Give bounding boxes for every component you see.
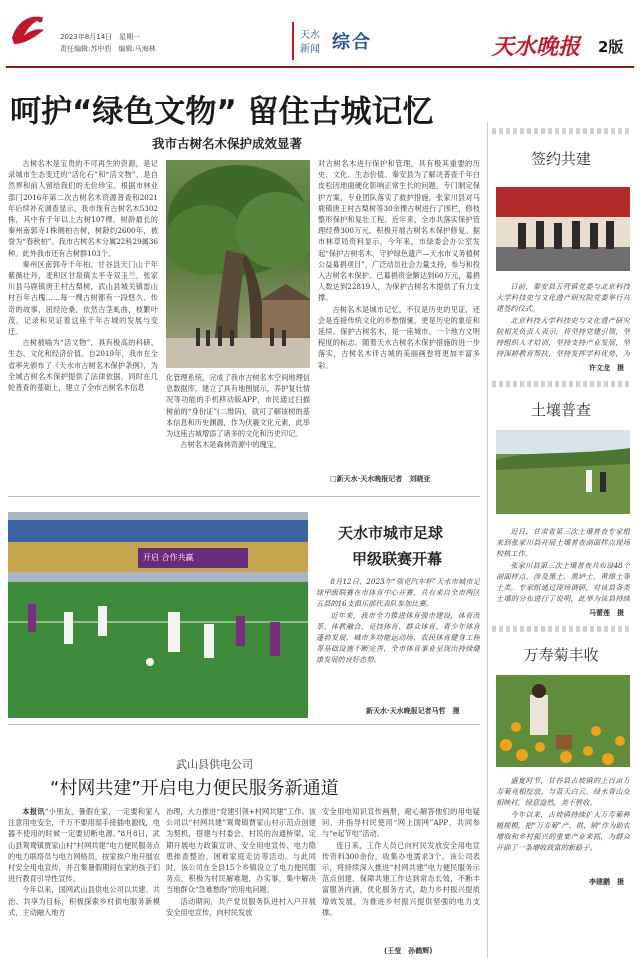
power-kicker: 武山县供电公司 bbox=[176, 758, 253, 771]
section-news: 新闻 bbox=[300, 44, 320, 55]
power-headline: “村网共建”开启电力便民服务新通道 bbox=[50, 778, 339, 799]
main-subheadline: 我市古树名木保护成效显著 bbox=[152, 136, 303, 151]
masthead bbox=[0, 0, 640, 68]
football-headline-1: 天水市城市足球 bbox=[338, 524, 444, 542]
paper-name: 天水晚报 bbox=[492, 34, 581, 60]
power-col3-p2: 连日来，工作人员已向村民发放安全用电宣传资料300余份，收集办电需求3个。该公司表示，将持续深入推进“村网共建”电力便民服务示范点创建，保障共建工作达到常态长效，不断丰富服务内涵，优化服务方式，助力乡村振兴提质增效发展，为推进乡村振兴提供坚强的电力支撑。 bbox=[322, 840, 480, 917]
sidebar-text-1b: 北京科技大学科技史与文化遗产研究院相关负责人表示，将坚持党建引领，坚持组织人才培训，坚持支持产业发展，坚持深耕教育帮扶，坚持发挥学科优势，为 bbox=[496, 315, 630, 359]
football-p1: 8月12日，2023年“领克汽车杯”天水市城市足球甲级联赛在市体育中心开赛，共有来自全市两区五县的16支俱乐部代表队参加比赛。 bbox=[316, 577, 480, 609]
masthead-rule bbox=[6, 66, 634, 68]
football-byline: 新天水·天水晚报记者马哲 摄 bbox=[366, 707, 460, 715]
power-lead: 本报讯 bbox=[22, 807, 45, 816]
power-col2-p2: 活动期间，共产党员服务队进村入户开展安全用电宣传，向村民发放 bbox=[166, 896, 316, 917]
marigold-photo bbox=[496, 675, 630, 767]
football-p2: 近年来，我市全力推进体育强市建设，体育改革、体教融合、竞技体育、群众体育、青少年体育蓬勃发展，城市多功能运动场、农民体育健身工程等基础设施不断完善，全市体育事业呈现出持续健康发展的良好态势。 bbox=[316, 610, 480, 665]
editor-line: 责任编辑:苏中豹 编辑:马海林 bbox=[60, 45, 156, 53]
football-body bbox=[316, 576, 480, 704]
sidebar-text-3a: 盛夏时节，甘谷县古坡镇的上百亩万寿菊竞相绽放，与蓝天白云、绿水青山交相映衬，绿意盎然，美不胜收。 bbox=[496, 776, 630, 808]
soil-photo bbox=[496, 430, 630, 514]
main-col1-p1: 古树名木是宝贵的不可再生的资源，是记录城市生态变迁的“活化石”和“活文物”，是自然界和前人留给我们的无价珍宝。根据市林业部门2016年第二次古树名木资源普查和2021年后续补充调查显示，我市现有古树名木5302株，其中有千年以上古树107棵，树龄最长的秦州南郭寺1株侧柏古树，树龄约2600年，被誉为“春秋柏”。我市古树名木分属22科29属36种。此外我市还有古树群103个。 bbox=[8, 159, 158, 258]
football-photo bbox=[8, 512, 308, 718]
sidebar-byline-1: 许文龙 摄 bbox=[589, 364, 624, 372]
power-col2-p1: 治理，大力推进“党建引领+村网共建”工作。该公司以“村网共建”鸳鸯镇贾家山村示范点创建为契机，搭建与村委会、村民的沟通桥梁，定期开展电力政策宣讲、安全用电宣传、电力隐患排查整治、困难家庭走访等活动。与此同时，该公司在全县15个乡镇设立了电力便民服务点，积极为村民解难题，办实事，集中解决当地群众“急难愁盼”的用电问题。 bbox=[166, 807, 316, 895]
sidebar-text-2a: 近日，甘肃省第三次土壤普查专家组来到张家川县开展土壤普查剖面样点现场校核工作。 bbox=[496, 527, 630, 559]
sidebar-text-3b: 今年以来，古坡镇持续扩大万寿菊种植规模，把“万寿菊”产、供、销“作为助农增收和乡村振兴的重要产业来抓，为群众开辟了一条增收致富的新路子。 bbox=[496, 809, 630, 853]
main-col1-p3: 古树被喻为“活文物”，具有极高的科研、生态、文化和经济价值。自2019年，我市在全省率先颁布了《天水市古树名木保护条例》，为全城古树名木保护提供了法律依据，同时在几轮普查的基础上，建立了全市古树名木信息 bbox=[8, 338, 158, 393]
section-city: 天水 bbox=[300, 30, 320, 41]
power-col1-p1 bbox=[8, 806, 160, 884]
main-col3-p1: 对古树名木进行保护和管理，具有极其重要的历史、文化、生态价值。秦安县为了解决普查千年白皮松因地面硬化影响正常生长的问题，专门制定保护方案，专业团队落实了救护措施。张家川县对马鹿镇唐王村古梨树等30余棵古树进行了围栏，修枝整形保护和复壮工程。近年来，全市共落实保护管理经费300万元，积极开展古树名木保护修复。据市林草局资料显示，今年来，市绿委会办公室发起“保护古树名木，守护绿色遗产—天水市义务植树公益募捐项目”，广泛动员社会力量支持，参与和投入古树名木保护。已募捐资金额达到60万元，募捐人数达到22819人，为保护古树名木提供了有力支撑。 bbox=[318, 159, 480, 303]
section-badge bbox=[292, 22, 378, 60]
sidebar-text-3 bbox=[496, 775, 630, 875]
section-divider-2 bbox=[8, 724, 480, 725]
power-col1-p1-text: “小朋友，暑假在家，一定要和家人注意用电安全，千万不要用湿手接插电源线，电器不使用的时候一定要切断电源。”8月8日，武山县鸳鸯镇贾家山村“村网共建”电力便民服务点的电力联络员与电力网格员，按家挨户地开展农村安全用电宣传，并召集暑假期间在家的孩子们进行教育引导性宣传。 bbox=[8, 807, 160, 884]
power-col3 bbox=[322, 806, 480, 946]
main-byline: □新天水·天水晚报记者 刘晓亚 bbox=[330, 475, 431, 483]
power-byline: (王莹 孙鹤辉) bbox=[384, 947, 433, 955]
newspaper-logo-icon bbox=[6, 8, 50, 52]
sidebar-text-1a: 日前，秦安县五营镇党委与北京科技大学科技史与文化遗产研究院党委举行共建签约仪式。 bbox=[496, 282, 630, 314]
sidebar-dots-3 bbox=[492, 626, 630, 632]
sidebar-dots-1 bbox=[492, 128, 630, 134]
section-divider-1 bbox=[8, 496, 480, 497]
main-col1-p2: 秦州区南郭寺千年柏、甘谷县天门山千年紫薇壮丹，麦积区甘泉镇太平寺双玉兰，张家川县马鹿镇唐王村古梨树，武山县城关镇雷山村百年古槐……每一棵古树都有一段悠久、传奇的故事，屈经沧桑，依然古茎虬曲，枝繁叶茂，记录和见证着这座千年古城的发展与变迁。 bbox=[8, 259, 158, 337]
main-col2-p2: 古树名木是森林资源中的瑰宝， bbox=[180, 440, 282, 450]
sidebar-text-1 bbox=[496, 281, 630, 361]
ancient-tree-photo bbox=[166, 160, 310, 368]
main-col2 bbox=[166, 372, 310, 486]
sidebar-byline-3: 李建鹏 摄 bbox=[589, 878, 624, 886]
section-title: 综合 bbox=[332, 32, 372, 53]
sidebar-title-2: 土壤普查 bbox=[530, 401, 591, 419]
sidebar-dots-2 bbox=[492, 381, 630, 387]
page-number: 2版 bbox=[598, 38, 624, 56]
main-headline: 呵护“绿色文物” 留住古城记忆 bbox=[10, 94, 434, 130]
sidebar-byline-2: 马蕾莲 摄 bbox=[589, 609, 624, 617]
sidebar-text-2b: 张家川县第三次土壤普查共布设48个剖面样点，涉及黑土、黑垆土、黄绵土等土类。专家组通过现场调研，对该县各类土壤的分布进行了说明，此举为该县持续 bbox=[496, 560, 630, 604]
football-banner-text: 开启 合作共赢 bbox=[143, 553, 194, 562]
sidebar-title-1: 签约共建 bbox=[530, 150, 591, 168]
power-col2 bbox=[166, 806, 316, 958]
sidebar-title-3: 万寿菊丰收 bbox=[523, 646, 599, 664]
sidebar bbox=[487, 122, 634, 958]
main-col3-p2: 古树名木是城市记忆，不仅是历史的见证，还会是连接传统文化的乡愁情愫，更是历史的象征和延续。保护古树名木，是一座城市、一个地方文明程度的标志。随着天水古树名木保护措施的进一步落实，古树名木伴古城的美丽画卷将更加丰富多彩。 bbox=[318, 304, 480, 370]
power-col1 bbox=[8, 806, 160, 958]
signing-photo bbox=[496, 187, 630, 271]
power-col1-p2: 今年以来，国网武山县供电公司以共建、共治、共享为目标，积极探索乡村供电服务新模式，主动融入地方 bbox=[8, 885, 160, 917]
date-line: 2023年8月14日 星期一 bbox=[60, 33, 141, 41]
football-headline-2: 甲级联赛开幕 bbox=[352, 550, 443, 568]
main-col2-cont: 化管理系统，完成了我市古树名木空间地理信息数据库，建立了具有地图展示，养护复壮情况等功能的手机移动版APP，市民通过扫描树前的“身份证”(二维码)，就可了解该树的基本信息和历史渊源，作为伏羲文化元素，此举为这座古城增添了诸多的文化和历史印记。 bbox=[166, 373, 310, 439]
main-col1 bbox=[8, 158, 158, 486]
main-col3 bbox=[318, 158, 480, 474]
power-col3-p1: 安全用电知识宣传画册，耐心解答他们的用电疑问，并指导村民使用“网上国网”APP，共同参与“e起节电”活动。 bbox=[322, 807, 480, 839]
sidebar-text-2 bbox=[496, 526, 630, 606]
